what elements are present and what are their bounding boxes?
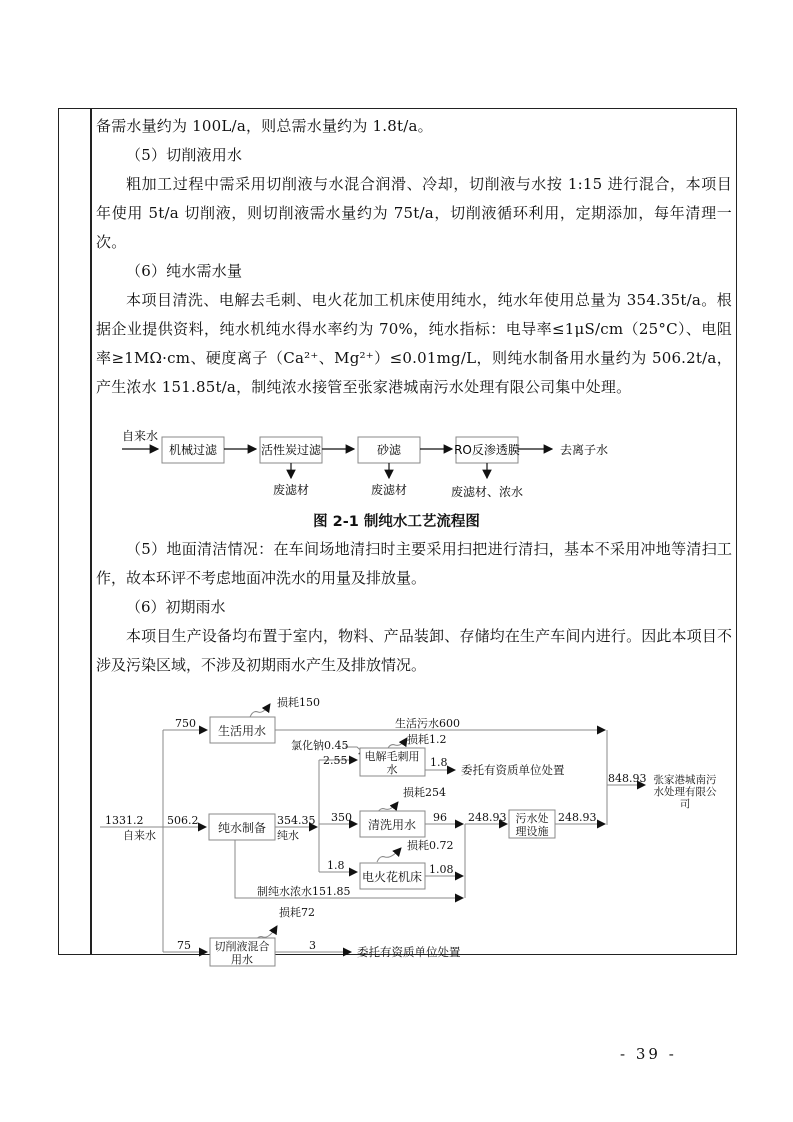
fig1-waste-label-3: 废滤材、浓水	[450, 485, 524, 499]
node-cut-line1: 切削液混合	[214, 940, 270, 953]
fig1-input-label: 自来水	[122, 429, 159, 443]
label-wwt-in: 248.93	[468, 811, 507, 824]
label-loss-cut: 损耗72	[279, 906, 315, 919]
label-to-cut: 75	[177, 939, 191, 952]
label-loss-domestic: 损耗150	[277, 696, 320, 709]
fig1-waste-label-2: 废滤材	[370, 483, 408, 497]
node-electro-line2: 水	[386, 763, 398, 776]
table-column-divider	[90, 108, 92, 955]
heading-pure-water: （6）纯水需水量	[126, 262, 243, 280]
label-wash-out: 96	[433, 811, 447, 824]
node-cut-line2: 用水	[231, 953, 253, 966]
label-to-wash: 350	[331, 811, 352, 824]
label-to-edm: 1.8	[327, 859, 345, 872]
loss-arrow-domestic	[250, 704, 270, 717]
page-number: - 39 -	[620, 1045, 677, 1063]
paragraph-floor-cleaning: （5）地面清洁情况：在车间场地清扫时主要采用扫把进行清扫，基本不采用冲地等清扫工作，故本环评不考虑地面冲洗水的用量及排放量。	[96, 540, 732, 587]
label-concentrate: 制纯水浓水151.85	[257, 885, 351, 898]
paragraph-pure-water: 本项目清洗、电解去毛刺、电火花加工机床使用纯水，纯水年使用总量为 354.35t/a。根据企业提供资料，纯水机纯水得水率约为 70%，纯水指标：电导率≤1μS/cm（25°C）、电阻率≥1MΩ·cm、硬度离子（Ca²⁺、Mg²⁺）≤0.01mg/L，则纯水制备用水量约为 506.2t/a，产生浓水 151.85t/a，制纯浓水接管至张家港城南污水处理有限公司集中处理。	[96, 291, 732, 396]
label-loss-electro: 损耗1.2	[407, 733, 447, 746]
pure-water-process-diagram	[110, 420, 690, 520]
paragraph-continuation: 备需水量约为 100L/a，则总需水量约为 1.8t/a。	[96, 117, 433, 135]
label-to-pure: 506.2	[167, 814, 199, 827]
disposal-cut: 委托有资质单位处置	[357, 945, 461, 959]
node-company-line1: 张家港城南污	[653, 774, 717, 786]
label-wwt-out: 248.93	[558, 811, 597, 824]
label-domestic-sewage: 生活污水600	[395, 717, 460, 730]
label-to-company: 848.93	[608, 772, 647, 785]
label-nacl: 氯化钠0.45	[291, 739, 349, 752]
water-balance-diagram	[95, 690, 755, 970]
node-electro-line1: 电解毛刺用	[364, 750, 420, 763]
text-block-top	[96, 112, 732, 402]
label-loss-edm: 损耗0.72	[407, 839, 454, 852]
disposal-electro: 委托有资质单位处置	[461, 763, 565, 777]
node-edm: 电火花机床	[361, 870, 423, 884]
label-pure-out: 354.35	[277, 814, 316, 827]
node-wash: 清洗用水	[367, 818, 417, 832]
fig1-step-label-1: 机械过滤	[168, 443, 218, 457]
loss-arrow-edm	[377, 848, 401, 862]
heading-initial-rainwater: （6）初期雨水	[126, 598, 226, 616]
node-company-line3: 司	[679, 798, 691, 810]
label-cut-out: 3	[309, 939, 316, 952]
label-edm-out: 1.08	[429, 863, 454, 876]
fig1-output-label: 去离子水	[560, 443, 609, 457]
fig1-waste-label-1: 废滤材	[272, 483, 310, 497]
label-to-domestic: 750	[175, 717, 196, 730]
fig1-step-label-2: 活性炭过滤	[260, 443, 322, 457]
label-electro-out: 1.8	[430, 756, 448, 769]
fig1-step-label-3: 砂滤	[376, 443, 402, 457]
label-to-electro: 2.55	[323, 754, 348, 767]
label-loss-wash: 损耗254	[403, 786, 446, 799]
heading-cutting-fluid: （5）切削液用水	[126, 146, 243, 164]
node-company-line2: 水处理有限公	[653, 786, 717, 798]
text-block-bottom	[96, 535, 732, 680]
paragraph-initial-rainwater: 本项目生产设备均布置于室内，物料、产品装卸、存储均在生产车间内进行。因此本项目不涉及污染区域，不涉及初期雨水产生及排放情况。	[96, 627, 732, 674]
node-wwt-line2: 理设施	[515, 825, 549, 838]
node-pure: 纯水制备	[217, 821, 267, 835]
label-tap-water: 自来水	[123, 829, 156, 842]
node-domestic: 生活用水	[217, 724, 267, 738]
label-total-input: 1331.2	[105, 814, 144, 827]
fig1-step-label-4: RO反渗透膜	[454, 443, 520, 457]
paragraph-cutting-fluid: 粗加工过程中需采用切削液与水混合润滑、冷却，切削液与水按 1:15 进行混合，本项目年使用 5t/a 切削液，则切削液需水量约为 75t/a，切削液循环利用，定期添加，每年清理一次。	[96, 175, 732, 251]
node-wwt-line1: 污水处	[515, 812, 549, 825]
figure-caption: 图 2-1 制纯水工艺流程图	[313, 514, 480, 530]
label-pure-water: 纯水	[277, 829, 299, 842]
